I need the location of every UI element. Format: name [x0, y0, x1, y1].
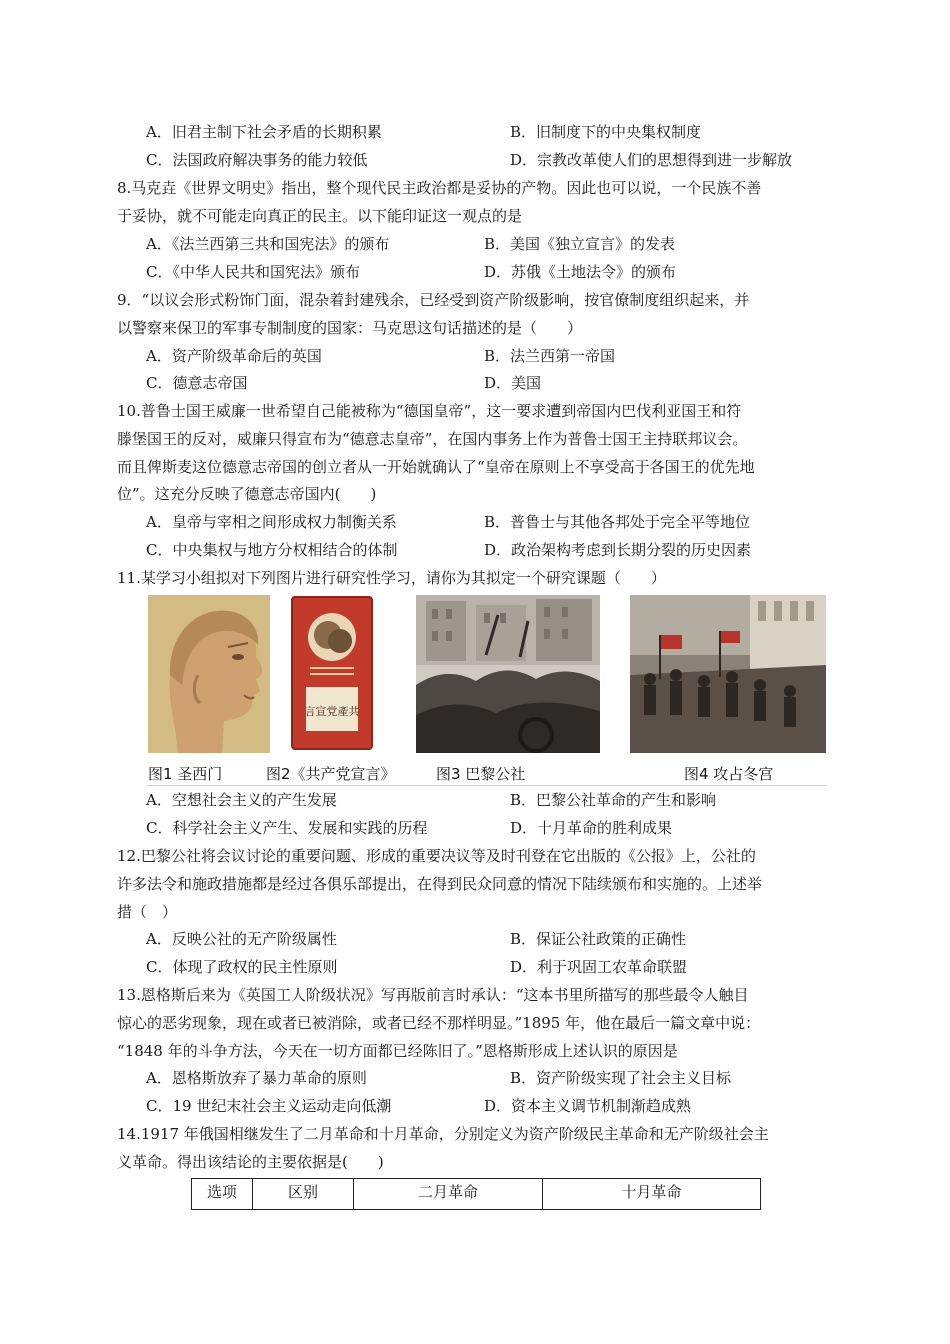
q13-stem-line2: 惊心的恶劣现象，现在或者已被消除，或者已经不那样明显。”1895 年，他在最后一篇文章中说：	[117, 1014, 761, 1032]
q12-option-b: B．保证公社政策的正确性	[510, 930, 687, 948]
manifesto-book-title: 言宣党產共	[304, 705, 360, 718]
q8-option-a: A．《法兰西第三共和国宪法》的颁布	[146, 235, 390, 253]
q10-stem-line2: 滕堡国王的反对，威廉只得宣布为“德意志皇帝”，在国内事务上作为普鲁士国王主持联邦议会。	[117, 430, 748, 448]
saint-simon-portrait-image	[148, 595, 270, 753]
storming-winter-palace-image	[630, 595, 826, 753]
q10-stem-line1: 10.普鲁士国王威廉一世希望自己能被称为“德国皇帝”，这一要求遭到帝国内巴伐利亚国王和符	[117, 402, 742, 420]
q12-stem-line3: 措（ ）	[117, 903, 178, 921]
q11-stem-line1: 11.某学习小组拟对下列图片进行研究性学习，请你为其拟定一个研究课题（ ）	[117, 569, 666, 587]
q9-stem-line2: 以警察来保卫的军事专制制度的国家：马克思这句话描述的是（ ）	[117, 319, 583, 337]
q10-stem-line4: 位”。这充分反映了德意志帝国内( )	[117, 485, 377, 503]
q13-option-d: D．资本主义调节机制渐趋成熟	[484, 1097, 692, 1115]
q13-stem-line1: 13.恩格斯后来为《英国工人阶级状况》写再版前言时承认：“这本书里所描写的那些最令人触目	[117, 986, 749, 1004]
q13-option-b: B．资产阶级实现了社会主义目标	[510, 1069, 732, 1087]
q12-stem-line2: 许多法令和施政措施都是经过各俱乐部提出，在得到民众同意的情况下陆续颁布和实施的。上述举	[117, 875, 763, 893]
table-header-cell: 十月革命	[543, 1179, 761, 1210]
q11-option-d: D．十月革命的胜利成果	[510, 819, 673, 837]
q8-stem-line1: 8.马克垚《世界文明史》指出，整个现代民主政治都是妥协的产物。因此也可以说，一个民族不善	[117, 179, 762, 197]
q11-option-a: A．空想社会主义的产生发展	[146, 791, 337, 809]
q9-option-a: A．资产阶级革命后的英国	[146, 347, 322, 365]
q9-option-d: D．美国	[484, 374, 542, 392]
q14-stem-line1: 14.1917 年俄国相继发生了二月革命和十月革命，分别定义为资产阶级民主革命和无产阶级社会主	[117, 1125, 769, 1143]
q9-option-c: C．德意志帝国	[146, 374, 248, 392]
q7-option-b: B．旧制度下的中央集权制度	[510, 123, 702, 141]
q13-option-c: C．19 世纪末社会主义运动走向低潮	[146, 1097, 392, 1115]
q12-option-a: A．反映公社的无产阶级属性	[146, 930, 337, 948]
q8-option-d: D．苏俄《土地法令》的颁布	[484, 263, 677, 281]
q9-stem-line1: 9．“以议会形式粉饰门面，混杂着封建残余，已经受到资产阶级影响，按官僚制度组织起来，并	[117, 291, 750, 309]
q13-option-a: A．恩格斯放弃了暴力革命的原则	[146, 1069, 367, 1087]
figure-caption-3: 图3 巴黎公社	[436, 765, 526, 783]
table-header-cell: 二月革命	[354, 1179, 543, 1210]
q12-option-c: C．体现了政权的民主性原则	[146, 958, 338, 976]
q8-option-c: C．《中华人民共和国宪法》颁布	[146, 263, 360, 281]
q14-stem-line2: 义革命。得出该结论的主要依据是( )	[117, 1153, 384, 1171]
q7-option-a: A．旧君主制下社会矛盾的长期积累	[146, 123, 382, 141]
table-header-cell: 区别	[253, 1179, 354, 1210]
q7-option-c: C．法国政府解决事务的能力较低	[146, 151, 368, 169]
q10-option-a: A．皇帝与宰相之间形成权力制衡关系	[146, 513, 397, 531]
q10-stem-line3: 而且俾斯麦这位德意志帝国的创立者从一开始就确认了“皇帝在原则上不享受高于各国王的优先地	[117, 458, 755, 476]
paris-commune-image	[416, 595, 600, 753]
q13-stem-line3: “1848 年的斗争方法，今天在一切方面都已经陈旧了。”恩格斯形成上述认识的原因是	[117, 1042, 678, 1060]
q7-option-d: D．宗教改革使人们的思想得到进一步解放	[510, 151, 793, 169]
q10-option-c: C．中央集权与地方分权相结合的体制	[146, 541, 398, 559]
q12-option-d: D．利于巩固工农革命联盟	[510, 958, 688, 976]
communist-manifesto-cover-image	[288, 595, 376, 753]
q12-stem-line1: 12.巴黎公社将会议讨论的重要问题、形成的重要决议等及时刊登在它出版的《公报》上，公社的	[117, 847, 756, 865]
q10-option-d: D．政治架构考虑到长期分裂的历史因素	[484, 541, 752, 559]
q8-option-b: B．美国《独立宣言》的发表	[484, 235, 676, 253]
q11-option-c: C．科学社会主义产生、发展和实践的历程	[146, 819, 428, 837]
figure-caption-2: 图2《共产党宣言》	[266, 765, 396, 783]
q10-option-b: B．普鲁士与其他各邦处于完全平等地位	[484, 513, 751, 531]
q14-comparison-table	[191, 1178, 761, 1210]
q8-stem-line2: 于妥协，就不可能走向真正的民主。以下能印证这一观点的是	[117, 207, 523, 225]
table-header-cell: 选项	[192, 1179, 253, 1210]
table-header-row	[192, 1179, 761, 1210]
q11-option-b: B．巴黎公社革命的产生和影响	[510, 791, 717, 809]
q11-figure-strip	[146, 595, 826, 786]
q9-option-b: B．法兰西第一帝国	[484, 347, 616, 365]
figure-caption-1: 图1 圣西门	[148, 765, 223, 783]
figure-caption-4: 图4 攻占冬宫	[684, 765, 774, 783]
